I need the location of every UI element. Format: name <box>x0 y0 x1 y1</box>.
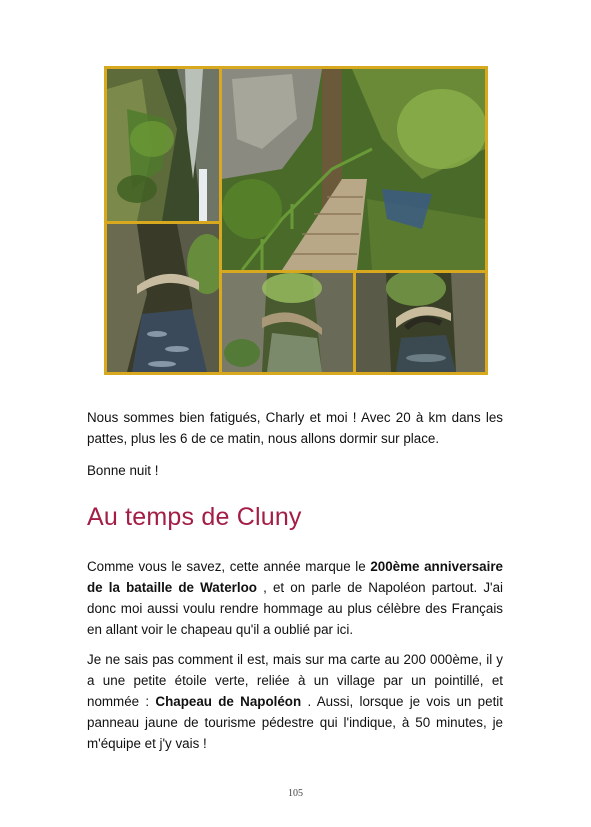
paragraph-text: Je ne sais pas comment il est, mais sur ma carte au 200 000ème, il y a une petite étoile verte, reliée à un village par un pointillé, et nommée : <box>87 652 503 709</box>
gorge-waterfall-photo <box>107 69 219 221</box>
bold-chapeau: Chapeau de Napoléon <box>155 694 302 709</box>
photo-collage <box>104 66 488 375</box>
paragraph-text: Comme vous le savez, cette année marque le <box>87 559 371 574</box>
paragraph-text: , et on parle de Napoléon partout. J'ai donc moi aussi voulu rendre hommage au plus célèbre des Français en allant voir le chapeau qu'il a oublié par ici. <box>87 580 503 637</box>
gorge-stairs-railing-photo <box>222 69 485 270</box>
paragraph-waterloo <box>87 556 503 640</box>
paragraph-chapeau <box>87 649 503 754</box>
gorge-arch-bridge-photo <box>356 273 485 372</box>
gorge-stone-bridge-river-photo <box>107 224 219 372</box>
paragraph-tired: Nous sommes bien fatigués, Charly et moi ! Avec 20 à km dans les pattes, plus les 6 de ce matin, nous allons dormir sur place. <box>87 410 503 446</box>
section-heading: Au temps de Cluny <box>87 503 302 531</box>
paragraph-text: . Aussi, lorsque je vois un petit panneau jaune de tourisme pédestre qui l'indique, à 50 minutes, je m'équipe et j'y vais ! <box>87 694 503 751</box>
page-number: 105 <box>288 788 303 799</box>
gorge-stone-bridge-photo <box>222 273 353 372</box>
bold-anniversary: 200ème anniversaire de la bataille de Waterloo <box>87 559 503 595</box>
paragraph-good-night: Bonne nuit ! <box>87 463 159 478</box>
